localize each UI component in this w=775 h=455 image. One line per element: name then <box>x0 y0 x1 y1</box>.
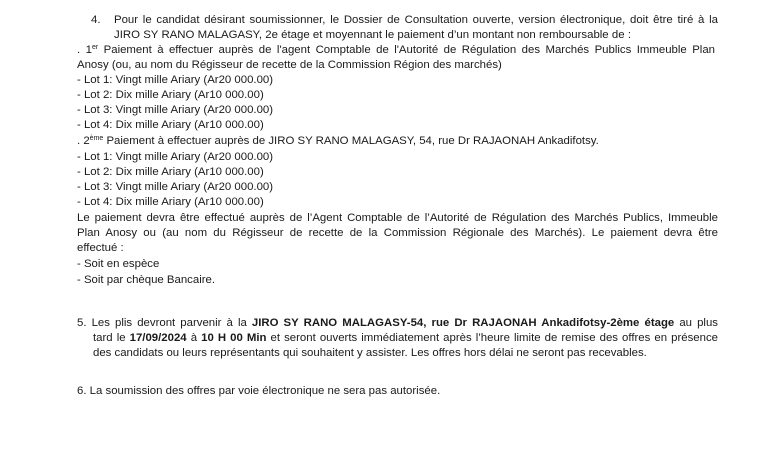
section4-line2: JIRO SY RANO MALAGASY, 2e étage et moyennant le paiement d’un montant non remboursable de : <box>114 29 631 41</box>
payment2-lot3: - Lot 3: Vingt mille Ariary (Ar20 000.00) <box>77 181 274 193</box>
delivery-address: JIRO SY RANO MALAGASY-54, rue Dr RAJAONAH Ankadifotsy-2ème étage <box>251 317 675 329</box>
payment1-lot3: - Lot 3: Vingt mille Ariary (Ar20 000.00) <box>77 104 274 116</box>
payment-mode-cheque: - Soit par chèque Bancaire. <box>77 274 216 286</box>
section4-line1: Pour le candidat désirant soumissionner, le Dossier de Consultation ouverte, version électronique, doit être tiré à la <box>114 14 718 26</box>
payment-mode-cash: - Soit en espèce <box>77 258 160 270</box>
payment1-text: Paiement à effectuer auprès de l'agent Comptable de l'Autorité de Régulation des Marchés Publics Immeuble Plan <box>98 44 715 56</box>
payment2-ordinal: ème <box>89 135 104 142</box>
section5-line2: tard le 17/09/2024 à 10 H 00 Min et seront ouverts immédiatement après l’heure limite de remise des offres en présence <box>93 332 718 344</box>
payment-paragraph-line3: effectué : <box>77 242 124 254</box>
payment1-lot2: - Lot 2: Dix mille Ariary (Ar10 000.00) <box>77 89 264 101</box>
payment1-lot4: - Lot 4: Dix mille Ariary (Ar10 000.00) <box>77 119 264 131</box>
payment2-lot4: - Lot 4: Dix mille Ariary (Ar10 000.00) <box>77 196 264 208</box>
payment-paragraph-line2: Plan Anosy ou (au nom du Régisseur de recette de la Commission Régionale des Marchés). Le paiement devra être <box>77 227 718 239</box>
deadline-time: 10 H 00 Min <box>201 332 267 344</box>
section4-number: 4. <box>91 14 101 26</box>
section5-line3: des candidats ou leurs représentants qui souhaitent y assister. Les offres hors délai ne seront pas recevables. <box>93 347 647 359</box>
payment1-ordinal: er <box>91 44 99 51</box>
payment2-number: . 2 <box>77 135 90 147</box>
payment1-number: . 1 <box>77 44 92 56</box>
section5-line1: 5. Les plis devront parvenir à la JIRO SY RANO MALAGASY-54, rue Dr RAJAONAH Ankadifotsy-2ème étage au plus <box>77 317 718 329</box>
payment1-line2: Anosy (ou, au nom du Régisseur de recette de la Commission Région des marchés) <box>77 59 502 71</box>
payment1-line <box>77 43 715 57</box>
payment2-line <box>77 134 599 148</box>
payment2-text: Paiement à effectuer auprès de JIRO SY RANO MALAGASY, 54, rue Dr RAJAONAH Ankadifotsy. <box>103 135 599 147</box>
payment2-lot1: - Lot 1: Vingt mille Ariary (Ar20 000.00) <box>77 151 274 163</box>
section6-line: 6. La soumission des offres par voie électronique ne sera pas autorisée. <box>77 385 441 397</box>
deadline-date: 17/09/2024 <box>129 332 187 344</box>
payment2-lot2: - Lot 2: Dix mille Ariary (Ar10 000.00) <box>77 166 264 178</box>
payment1-lot1: - Lot 1: Vingt mille Ariary (Ar20 000.00) <box>77 74 274 86</box>
payment-paragraph-line1: Le paiement devra être effectué auprès de l’Agent Comptable de l’Autorité de Régulation des Marchés Publics, Immeuble <box>77 212 718 224</box>
